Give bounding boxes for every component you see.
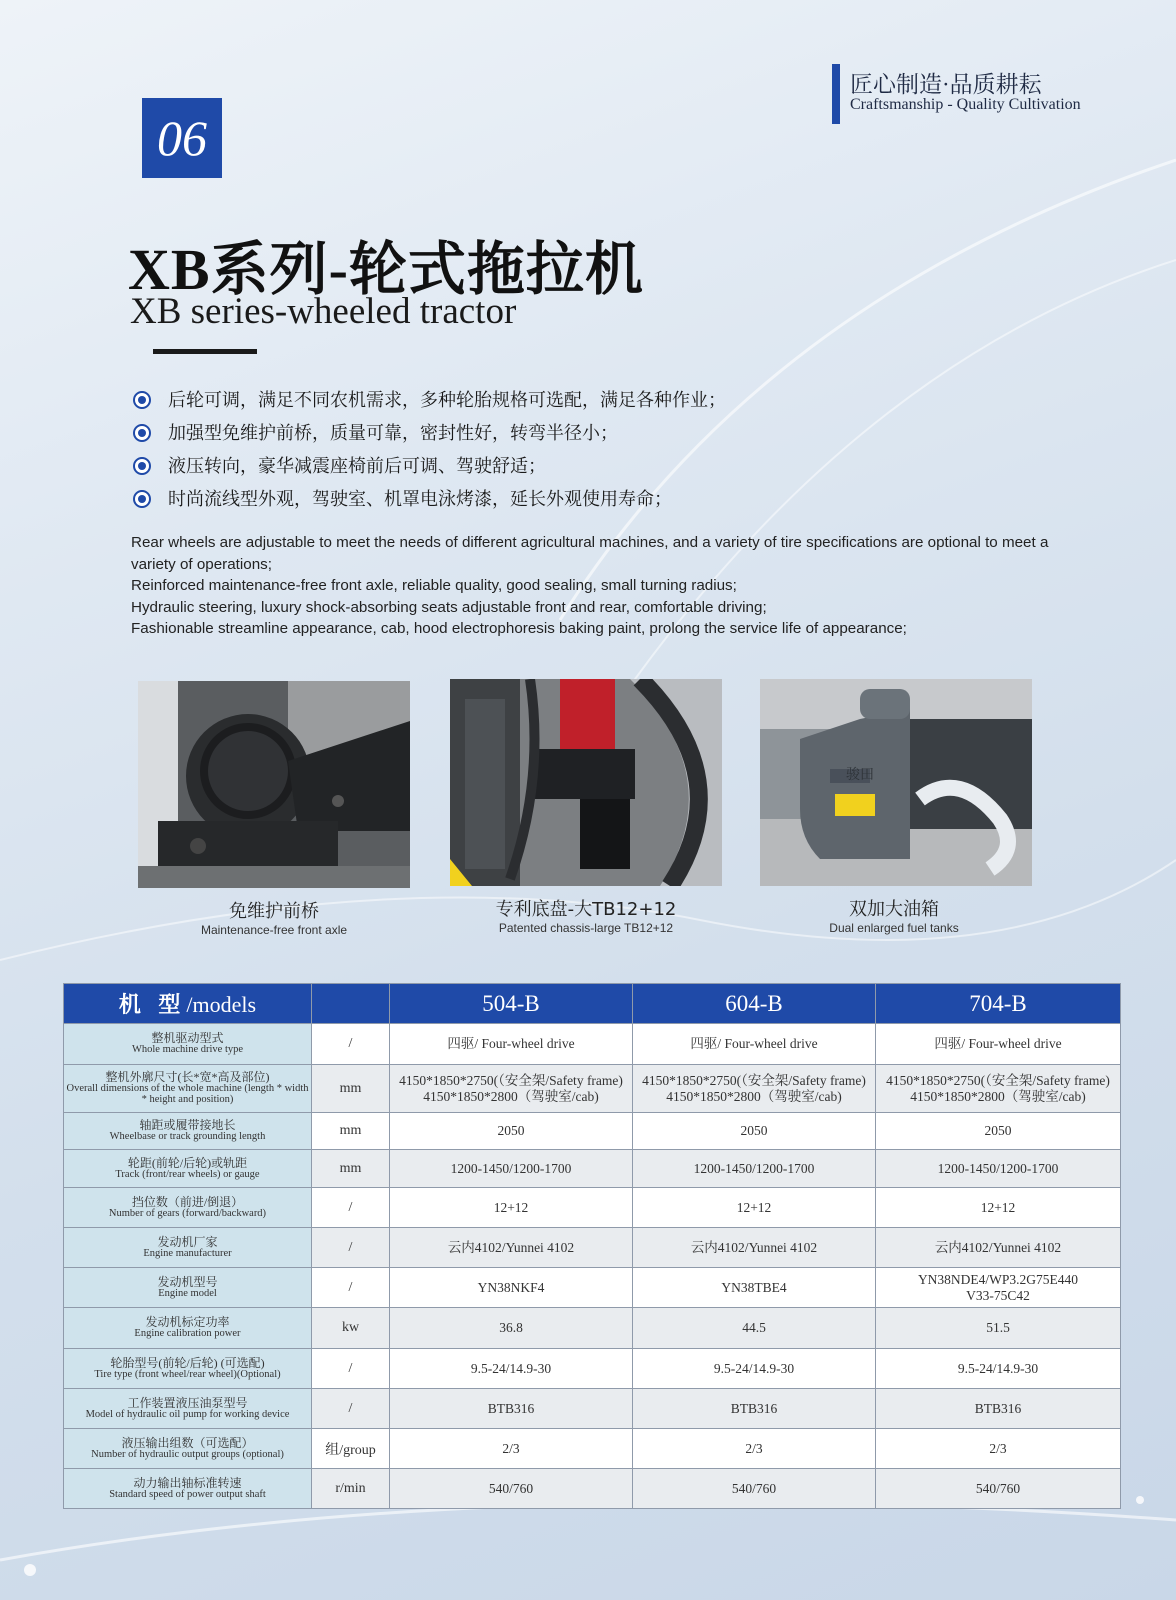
row-label	[64, 1228, 312, 1268]
row-label	[64, 1429, 312, 1469]
spec-table-body	[64, 1024, 1121, 1509]
row-label	[64, 1188, 312, 1228]
row-label	[64, 1113, 312, 1150]
bullet-icon	[133, 457, 151, 475]
table-row	[64, 1268, 1121, 1308]
cell-value: 51.5	[876, 1308, 1121, 1349]
cell-value: 四驱/ Four-wheel drive	[633, 1024, 876, 1065]
feature-text: 时尚流线型外观，驾驶室、机罩电泳烤漆，延长外观使用寿命；	[168, 489, 672, 510]
photo-fuel-tank	[760, 679, 1032, 886]
feature-description-en	[131, 532, 1091, 640]
description-line: Hydraulic steering, luxury shock-absorbing seats adjustable front and rear, comfortable driving;	[131, 598, 767, 616]
feature-text: 加强型免维护前桥，质量可靠，密封性好，转弯半径小；	[168, 423, 618, 444]
row-label-cn: 发动机厂家	[157, 1234, 218, 1249]
tagline	[832, 60, 1152, 126]
cell-value: 1200-1450/1200-1700	[390, 1150, 633, 1188]
row-label-en: Engine calibration power	[134, 1328, 241, 1339]
cell-value: 2050	[390, 1113, 633, 1150]
cell-value: 2050	[876, 1113, 1121, 1150]
cell-value: 12+12	[633, 1188, 876, 1228]
models-header-en: /models	[186, 992, 257, 1017]
row-label-cn: 轴距或履带接地长	[139, 1118, 236, 1132]
table-row	[64, 1349, 1121, 1389]
page-title-en: XB series-wheeled tractor	[130, 291, 517, 332]
row-label-en: Number of gears (forward/backward)	[108, 1207, 267, 1219]
unit-header	[312, 984, 390, 1024]
cell-value: YN38TBE4	[633, 1268, 876, 1308]
table-header-row	[64, 984, 1121, 1024]
cell-value: 12+12	[390, 1188, 633, 1228]
row-unit: 组/group	[312, 1429, 390, 1469]
feature-text: 后轮可调，满足不同农机需求，多种轮胎规格可选配，满足各种作业；	[168, 390, 726, 411]
cell-value-line: YN38NDE4/WP3.2G75E440	[917, 1271, 1079, 1287]
row-label-en: Number of hydraulic output groups (optional)	[91, 1448, 284, 1460]
row-label-en: Model of hydraulic oil pump for working device	[85, 1408, 290, 1420]
feature-text: 液压转向，豪华减震座椅前后可调、驾驶舒适；	[168, 456, 546, 477]
cell-value: 云内4102/Yunnei 4102	[390, 1228, 633, 1268]
row-unit: mm	[312, 1150, 390, 1188]
cell-value: 云内4102/Yunnei 4102	[876, 1228, 1121, 1268]
page-number-badge: 06	[142, 98, 222, 178]
feature-item	[130, 450, 726, 483]
photo-caption-cn: 免维护前桥	[229, 901, 319, 922]
row-label-cn: 挡位数（前进/倒退）	[131, 1194, 244, 1209]
cell-value	[390, 1065, 633, 1113]
cell-value: 1200-1450/1200-1700	[633, 1150, 876, 1188]
row-label	[64, 1024, 312, 1065]
cell-value: 2050	[633, 1113, 876, 1150]
cell-value	[633, 1065, 876, 1113]
cell-value: 1200-1450/1200-1700	[876, 1150, 1121, 1188]
feature-list-cn	[130, 384, 726, 516]
cell-value: BTB316	[633, 1389, 876, 1429]
cell-value: 9.5-24/14.9-30	[876, 1349, 1121, 1389]
feature-item	[130, 384, 726, 417]
cell-value: 云内4102/Yunnei 4102	[633, 1228, 876, 1268]
feature-item	[130, 483, 726, 516]
description-line: Rear wheels are adjustable to meet the needs of different agricultural machines, and a variety of tire specifications are optional to meet a variety of operations;	[131, 534, 1049, 573]
table-row	[64, 1469, 1121, 1509]
cell-value: BTB316	[876, 1389, 1121, 1429]
cell-value-line: V33-75C42	[966, 1287, 1030, 1303]
row-label	[64, 1150, 312, 1188]
cell-value: 44.5	[633, 1308, 876, 1349]
description-line: Reinforced maintenance-free front axle, reliable quality, good sealing, small turning radius;	[131, 577, 737, 594]
cell-value: 540/760	[390, 1469, 633, 1509]
cell-value: 2/3	[876, 1429, 1121, 1469]
row-unit: /	[312, 1349, 390, 1389]
cell-value: 四驱/ Four-wheel drive	[876, 1024, 1121, 1065]
cell-value	[876, 1065, 1121, 1113]
tagline-accent-bar	[832, 64, 840, 124]
row-label-cn: 液压输出组数（可选配）	[121, 1435, 254, 1450]
table-row	[64, 1429, 1121, 1469]
row-unit: /	[312, 1024, 390, 1065]
cell-value: 36.8	[390, 1308, 633, 1349]
row-label-cn: 轮胎型号(前轮/后轮) (可选配)	[110, 1355, 265, 1370]
row-label-en: Tire type (front wheel/rear wheel)(Optional)	[94, 1368, 281, 1380]
photo-caption-en: Maintenance-free front axle	[200, 923, 348, 937]
cell-value-line: 4150*1850*2800（驾驶室/cab)	[666, 1088, 842, 1104]
cell-value-line: 4150*1850*2750(（安全架/Safety frame)	[642, 1072, 866, 1088]
table-row	[64, 1308, 1121, 1349]
row-label-cn: 整机外廓尺寸(长*宽*高及部位)	[105, 1070, 270, 1084]
row-label	[64, 1308, 312, 1349]
table-row	[64, 1065, 1121, 1113]
feature-item	[130, 417, 726, 450]
models-header	[64, 984, 312, 1024]
row-unit: mm	[312, 1113, 390, 1150]
row-unit: /	[312, 1268, 390, 1308]
models-header-cn: 机 型	[118, 992, 187, 1017]
cell-value	[876, 1268, 1121, 1308]
photo-caption-en: Dual enlarged fuel tanks	[829, 921, 959, 935]
photo-front-axle	[138, 681, 410, 888]
row-label-cn: 动力输出轴标准转速	[133, 1475, 242, 1490]
cell-value: 12+12	[876, 1188, 1121, 1228]
row-label-en: Standard speed of power output shaft	[109, 1488, 266, 1500]
title-divider	[153, 349, 257, 354]
row-label-cn: 工作装置液压油泵型号	[127, 1395, 248, 1410]
table-row	[64, 1389, 1121, 1429]
row-label	[64, 1349, 312, 1389]
cell-value: YN38NKF4	[390, 1268, 633, 1308]
table-row	[64, 1150, 1121, 1188]
cell-value: 9.5-24/14.9-30	[390, 1349, 633, 1389]
row-label	[64, 1469, 312, 1509]
cell-value-line: 4150*1850*2800（驾驶室/cab)	[910, 1088, 1086, 1104]
cell-value-line: 4150*1850*2750(（安全架/Safety frame)	[399, 1072, 623, 1088]
page-title-cn: XB系列-轮式拖拉机	[128, 237, 644, 302]
row-label	[64, 1065, 312, 1113]
row-label-en: Whole machine drive type	[131, 1044, 244, 1055]
description-line: Fashionable streamline appearance, cab, hood electrophoresis baking paint, prolong the service life of appearance;	[131, 620, 907, 637]
photo-chassis	[450, 679, 722, 886]
bullet-icon	[133, 490, 151, 508]
table-row	[64, 1188, 1121, 1228]
cell-value: 540/760	[876, 1469, 1121, 1509]
row-unit: /	[312, 1389, 390, 1429]
bullet-icon	[133, 424, 151, 442]
cell-value: 四驱/ Four-wheel drive	[390, 1024, 633, 1065]
cell-value: BTB316	[390, 1389, 633, 1429]
row-label-en: Track (front/rear wheels) or gauge	[115, 1168, 260, 1180]
row-label-en: Wheelbase or track grounding length	[109, 1131, 266, 1142]
row-label	[64, 1389, 312, 1429]
table-row	[64, 1228, 1121, 1268]
row-label-en: Overall dimensions of the whole machine (length * width * height and position)	[66, 1083, 309, 1105]
cell-value-line: 4150*1850*2750(（安全架/Safety frame)	[886, 1072, 1110, 1088]
row-label-cn: 整机驱动型式	[151, 1031, 224, 1045]
cell-value: 2/3	[390, 1429, 633, 1469]
cell-value: 2/3	[633, 1429, 876, 1469]
row-label-cn: 发动机型号	[157, 1274, 218, 1289]
row-unit: r/min	[312, 1469, 390, 1509]
row-unit: /	[312, 1228, 390, 1268]
row-label-en: Engine manufacturer	[143, 1247, 232, 1259]
cell-value: 9.5-24/14.9-30	[633, 1349, 876, 1389]
spec-table	[63, 983, 1121, 1509]
row-label-en: Engine model	[158, 1287, 217, 1299]
photo-caption-cn: 专利底盘-大TB12+12	[495, 899, 677, 920]
row-label-cn: 发动机标定功率	[145, 1315, 230, 1329]
photo-caption-cn: 双加大油箱	[849, 899, 939, 920]
tagline-cn: 匠心制造·品质耕耘	[850, 72, 1042, 97]
fuel-tank-brand-label: 骏田	[846, 767, 874, 783]
row-unit: /	[312, 1188, 390, 1228]
table-row	[64, 1113, 1121, 1150]
photo-caption-en: Patented chassis-large TB12+12	[498, 921, 674, 935]
model-header: 704-B	[876, 984, 1121, 1024]
row-unit: kw	[312, 1308, 390, 1349]
tagline-en: Craftsmanship - Quality Cultivation	[850, 96, 1081, 113]
cell-value-line: 4150*1850*2800（驾驶室/cab)	[423, 1088, 599, 1104]
row-unit: mm	[312, 1065, 390, 1113]
row-label	[64, 1268, 312, 1308]
cell-value: 540/760	[633, 1469, 876, 1509]
row-label-cn: 轮距(前轮/后轮)或轨距	[127, 1155, 248, 1170]
bullet-icon	[133, 391, 151, 409]
model-header: 604-B	[633, 984, 876, 1024]
table-row	[64, 1024, 1121, 1065]
model-header: 504-B	[390, 984, 633, 1024]
